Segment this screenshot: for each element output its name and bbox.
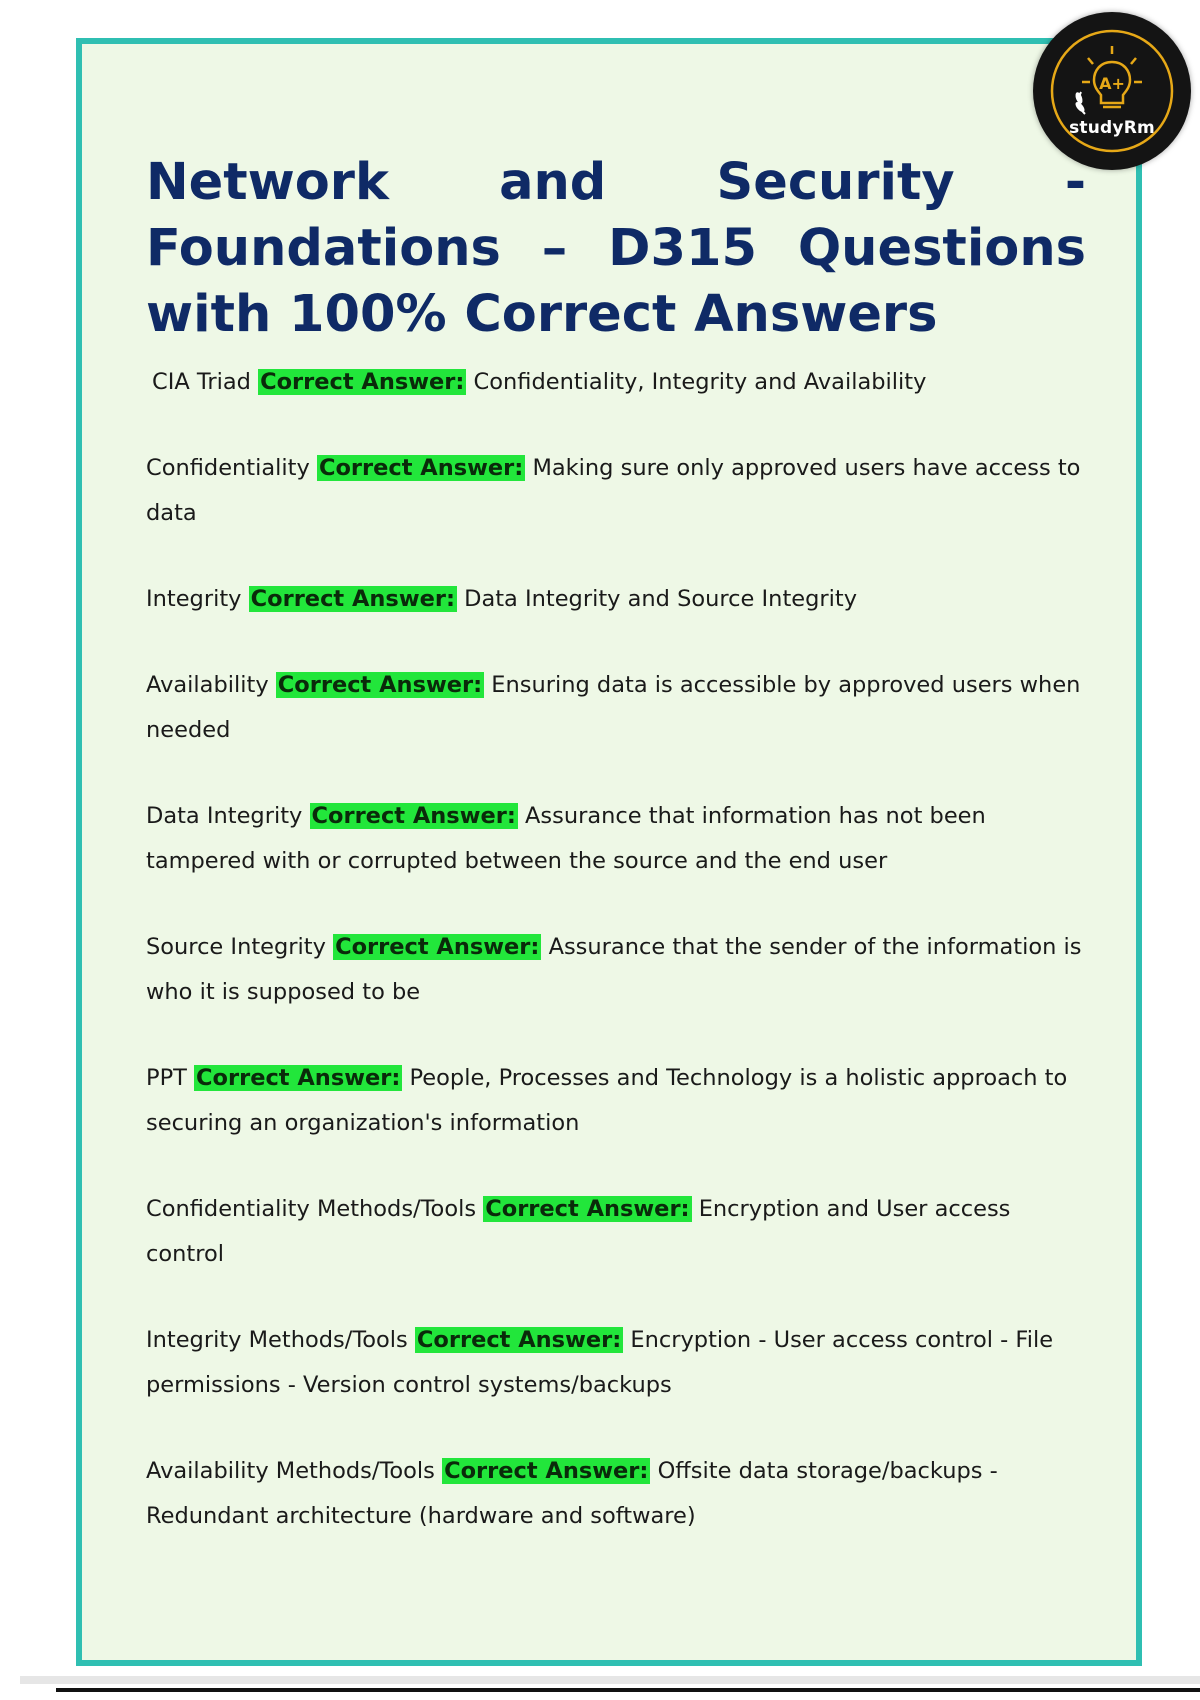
qa-answer: Ensuring data is accessible by approved users when needed [146, 672, 1081, 743]
qa-item [146, 1187, 1086, 1277]
qa-answer: Confidentiality, Integrity and Availability [473, 369, 927, 395]
lightbulb-icon [1033, 12, 1191, 170]
qa-item [146, 360, 1086, 405]
qa-answer: Making sure only approved users have access to data [146, 455, 1081, 526]
correct-answer-label: Correct Answer: [196, 1065, 401, 1091]
logo-badge: A+ [1099, 74, 1125, 93]
correct-answer-label: Correct Answer: [318, 455, 524, 481]
qa-term: PPT [146, 1065, 187, 1091]
correct-answer-label: Correct Answer: [335, 934, 540, 960]
correct-answer-label: Correct Answer: [260, 369, 465, 395]
correct-answer-label: Correct Answer: [416, 1327, 622, 1353]
qa-answer: Data Integrity and Source Integrity [464, 586, 858, 612]
qa-term: CIA Triad [152, 369, 251, 395]
qa-answer: Encryption - User access control - File permissions - Version control systems/backups [146, 1327, 1054, 1398]
qa-term: Data Integrity [146, 803, 303, 829]
correct-answer-label: Correct Answer: [444, 1458, 649, 1484]
qa-answer: Assurance that information has not been tampered with or corrupted between the source and the end user [146, 803, 986, 874]
qa-item [146, 663, 1086, 753]
correct-answer-label: Correct Answer: [277, 672, 483, 698]
qa-list [146, 360, 1086, 1580]
document-title: Network and Security - Foundations – D315 Questions with 100% Correct Answers [146, 153, 1086, 344]
qa-term: Integrity [146, 586, 242, 612]
page-bottom-shadow [20, 1676, 1200, 1684]
qa-answer: Encryption and User access control [146, 1196, 1011, 1267]
qa-term: Confidentiality Methods/Tools [146, 1196, 477, 1222]
qa-answer: Offsite data storage/backups - Redundant architecture (hardware and software) [146, 1458, 998, 1529]
qa-item [146, 446, 1086, 536]
qa-term: Source Integrity [146, 934, 326, 960]
qa-item [146, 1318, 1086, 1408]
correct-answer-label: Correct Answer: [250, 586, 455, 612]
qa-term: Integrity Methods/Tools [146, 1327, 408, 1353]
page-bottom-line [56, 1688, 1200, 1692]
studyrm-logo [1033, 12, 1191, 170]
qa-term: Availability Methods/Tools [146, 1458, 435, 1484]
qa-item [146, 577, 1086, 622]
correct-answer-label: Correct Answer: [311, 803, 516, 829]
qa-answer: People, Processes and Technology is a holistic approach to securing an organization's information [146, 1065, 1068, 1136]
qa-item [146, 1449, 1086, 1539]
qa-item [146, 1056, 1086, 1146]
correct-answer-label: Correct Answer: [485, 1196, 690, 1222]
qa-term: Availability [146, 672, 269, 698]
qa-item [146, 925, 1086, 1015]
logo-text: studyRm [1069, 118, 1155, 138]
qa-item [146, 794, 1086, 884]
qa-term: Confidentiality [146, 455, 310, 481]
qa-answer: Assurance that the sender of the information is who it is supposed to be [146, 934, 1082, 1005]
